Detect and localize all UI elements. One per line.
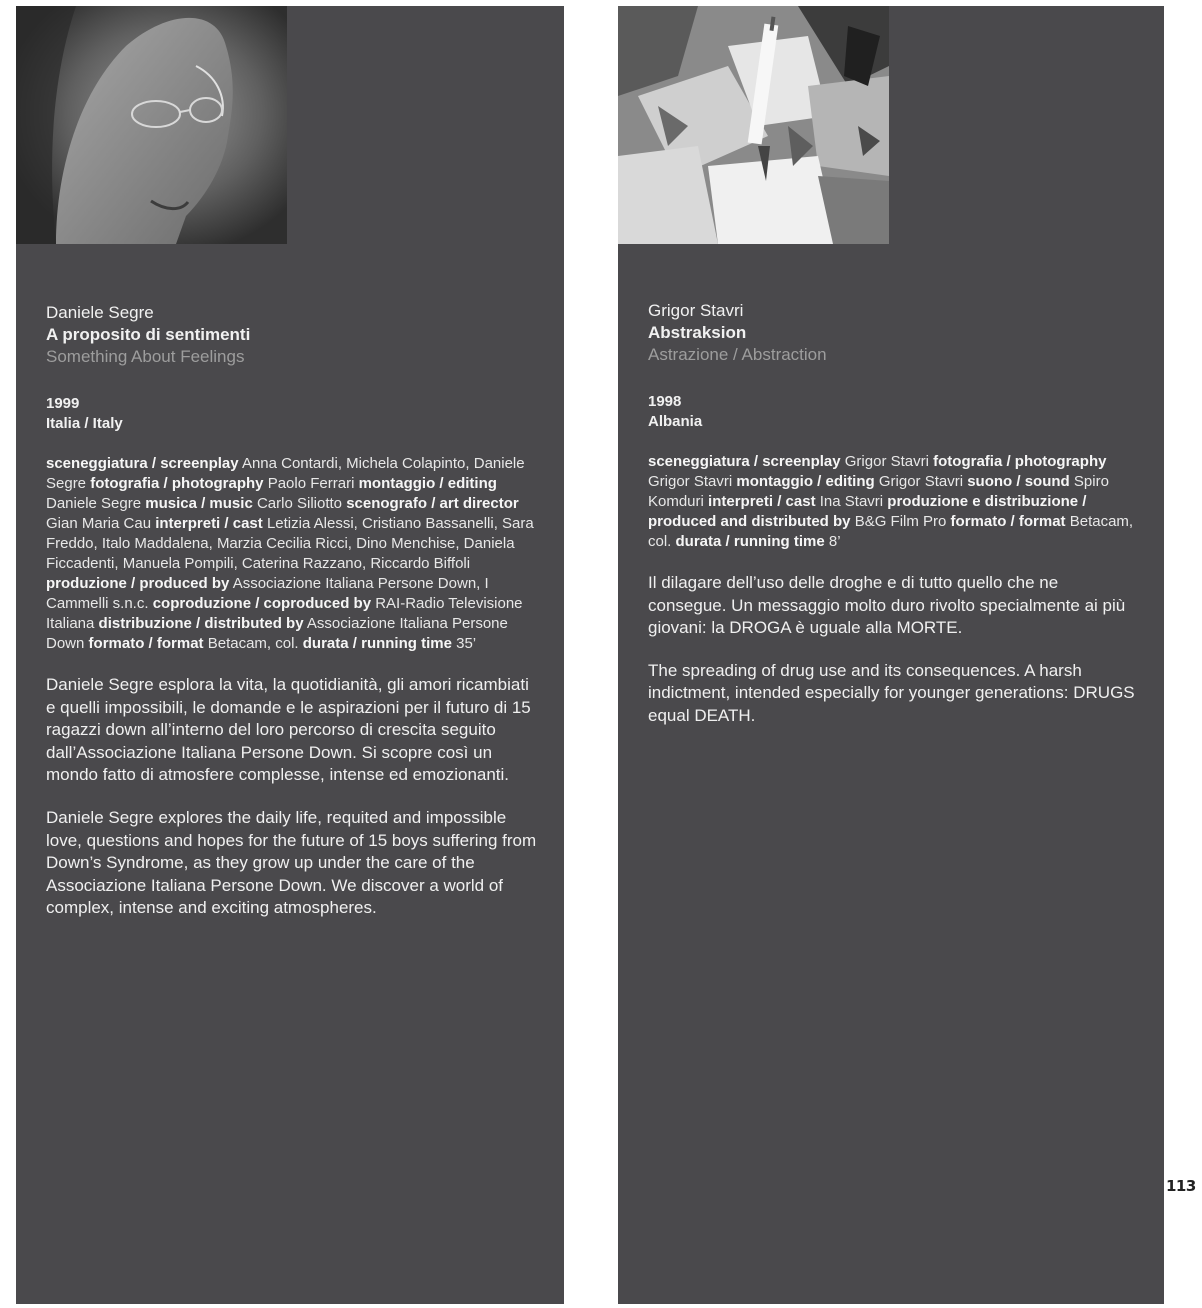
- credit-value: Associazione Italiana Persone Down, I Cammelli s.n.c.: [46, 575, 489, 612]
- credit-value: Grigor Stavri: [844, 453, 929, 470]
- credit-value: 8’: [828, 533, 841, 550]
- credit-role: produzione / produced by: [46, 575, 230, 592]
- credit-role: formato / format: [88, 635, 204, 652]
- film-subtitle: Astrazione / Abstraction: [648, 345, 827, 364]
- credit-value: Daniele Segre: [46, 495, 142, 512]
- credit-role: musica / music: [145, 495, 253, 512]
- credit-value: B&G Film Pro: [854, 513, 947, 530]
- credit-role: montaggio / editing: [358, 475, 497, 492]
- credit-value: Paolo Ferrari: [267, 475, 355, 492]
- credit-value: Carlo Siliotto: [256, 495, 343, 512]
- film-title: Abstraksion: [648, 323, 747, 342]
- credit-value: Associazione Italiana Persone Down: [46, 615, 508, 652]
- synopsis-italian: Daniele Segre esplora la vita, la quotidianità, gli amori ricambiati e quelli impossibili, le domande e le aspirazioni per il futuro di 15 ragazzi down all’interno del loro percorso di crescita seguito dall’Associazione Italiana Persone Down. Si scopre così un mondo fatto di atmosfere complesse, intense ed emozionanti.: [46, 675, 531, 785]
- credit-role: durata / running time: [302, 635, 452, 652]
- synopsis-english: The spreading of drug use and its consequences. A harsh indictment, intended especially for younger generations: DRUGS equal DEATH.: [648, 660, 1135, 725]
- film-credits: [46, 454, 540, 654]
- credit-role: scenografo / art director: [346, 495, 519, 512]
- credit-role: interpreti / cast: [708, 493, 816, 510]
- credit-value: Spiro Komduri: [648, 473, 1109, 510]
- credit-value: Gian Maria Cau: [46, 515, 152, 532]
- credit-role: produzione e distribuzione / produced and distributed by: [648, 493, 1087, 530]
- credit-role: montaggio / editing: [736, 473, 875, 490]
- film-subtitle: Something About Feelings: [46, 347, 245, 366]
- credit-role: fotografia / photography: [90, 475, 264, 492]
- film-panel-right: [618, 6, 1164, 1304]
- film-country: Albania: [648, 413, 703, 430]
- credit-role: sceneggiatura / screenplay: [648, 453, 841, 470]
- credit-role: suono / sound: [967, 473, 1070, 490]
- credit-value: Betacam, col.: [648, 513, 1134, 550]
- credit-value: Letizia Alessi, Cristiano Bassanelli, Sara Freddo, Italo Maddalena, Marzia Cecilia Ricci, Dino Menchise, Daniela Ficcadenti, Manuela Pompili, Caterina Razzano, Riccardo Biffoli: [46, 515, 534, 572]
- credit-value: Ina Stavri: [819, 493, 884, 510]
- film-info: [46, 302, 540, 920]
- synopsis-italian: Il dilagare dell’uso delle droghe e di tutto quello che ne consegue. Un messaggio molto duro rivolto specialmente ai più giovani: la DROGA è uguale alla MORTE.: [648, 573, 1126, 638]
- film-info: [648, 300, 1140, 728]
- film-year: 1999: [46, 395, 80, 412]
- credit-role: sceneggiatura / screenplay: [46, 455, 239, 472]
- credit-role: interpreti / cast: [155, 515, 263, 532]
- film-title: A proposito di sentimenti: [46, 325, 251, 344]
- credit-role: durata / running time: [675, 533, 825, 550]
- credit-role: formato / format: [950, 513, 1066, 530]
- credit-role: distribuzione / distributed by: [98, 615, 304, 632]
- film-year: 1998: [648, 393, 682, 410]
- director-portrait-photo: [16, 6, 287, 244]
- credit-value: 35’: [456, 635, 477, 652]
- film-panel-left: [16, 6, 564, 1304]
- film-credits: [648, 452, 1140, 552]
- credit-value: RAI-Radio Televisione Italiana: [46, 595, 523, 632]
- film-still-photo: [618, 6, 889, 244]
- credit-value: Grigor Stavri: [878, 473, 964, 490]
- credit-value: Grigor Stavri: [648, 473, 733, 490]
- credit-value: Anna Contardi, Michela Colapinto, Daniele Segre: [46, 455, 525, 492]
- film-country: Italia / Italy: [46, 415, 123, 432]
- page-number: 113: [1166, 1177, 1196, 1195]
- credit-role: fotografia / photography: [933, 453, 1107, 470]
- director-name: Daniele Segre: [46, 303, 154, 322]
- synopsis-english: Daniele Segre explores the daily life, requited and impossible love, questions and hopes for the future of 15 boys suffering from Down’s Syndrome, as they grow up under the care of the Associazione Italiana Persone Down. We discover a world of complex, intense and exciting atmospheres.: [46, 807, 537, 918]
- credit-role: coproduzione / coproduced by: [152, 595, 372, 612]
- director-name: Grigor Stavri: [648, 301, 744, 320]
- credit-value: Betacam, col.: [207, 635, 299, 652]
